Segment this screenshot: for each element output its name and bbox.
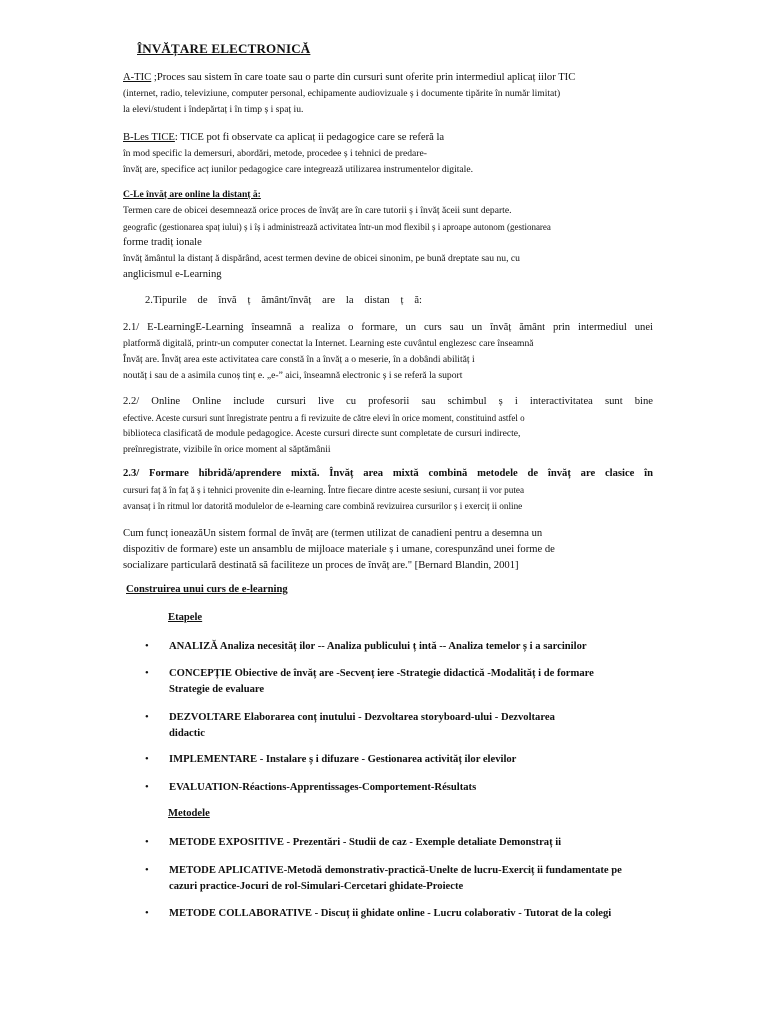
section-c-line: anglicismul e-Learning	[123, 269, 222, 280]
type-2-2-line: 2.2/ Online Online include cursuri live cu profesorii sau schimbul ș i interactivitatea sunt bine	[123, 396, 653, 407]
type-2-1-line: platformă digitală, printr-un computer conectat la Internet. Learning este cuvântul englezesc care înseamnă	[123, 338, 534, 349]
bullet-icon: •	[145, 865, 149, 876]
section-b	[123, 130, 653, 178]
section-b-line: învăț are, specifice acț iunilor pedagogice care integrează utilizarea instrumentelor digitale.	[123, 164, 473, 175]
bullet-icon: •	[145, 782, 149, 793]
type-2-2-line: biblioteca clasificată de module pedagogice. Aceste cursuri directe sunt completate de cursuri indirecte,	[123, 428, 521, 439]
type-2-1-line: noutăț i sau de a asimila cunoș tinț e. „e-” aici, înseamnă electronic ș i se referă la suport	[123, 370, 463, 381]
section-c-line: forme tradiț ionale	[123, 237, 202, 248]
bullet-icon: •	[145, 754, 149, 765]
bullet-icon: •	[145, 641, 149, 652]
bullet-icon: •	[145, 908, 149, 919]
section-b-line: în mod specific la demersuri, abordări, metode, procedee ș i tehnici de predare-	[123, 148, 427, 159]
section-b-line: : TICE pot fi observate ca aplicaț ii pedagogice care se referă la	[174, 132, 445, 143]
section-c-line: geografic (gestionarea spaț iului) ș i îș i administrează activitatea într-un mod flexibil ș i aproape autonom (gestionarea	[123, 222, 551, 232]
type-2-1-line: 2.1/ E-LearningE-Learning înseamnă a realiza o formare, un curs sau un învăț ământ prin intermediul unei	[123, 322, 653, 333]
methods-heading: Metodele	[168, 808, 210, 819]
section-c-label: C-Le învăț are online la distanț ă:	[123, 189, 261, 200]
stages-heading: Etapele	[168, 612, 203, 623]
section-a-line: ;Proces sau sistem în care toate sau o parte din cursuri sunt oferite prin intermediul aplicaț iilor TIC	[151, 72, 576, 83]
section-a	[123, 70, 653, 118]
page-title: ÎNVĂȚARE ELECTRONICĂ	[137, 41, 311, 56]
type-2-2-line: preînregistrate, vizibile în orice moment al săptămânii	[123, 444, 331, 455]
section-c-line: Termen care de obicei desemnează orice proces de învăț are în care tutorii ș i învăț ăceii sunt departe.	[123, 205, 512, 216]
section-a-label: A-TIC	[123, 72, 152, 83]
bullet-icon: •	[145, 668, 149, 679]
construction-heading: Construirea unui curs de e-learning	[126, 584, 288, 595]
bullet-icon: •	[145, 837, 149, 848]
section-c-line: învăț ământul la distanț ă dispărând, acest termen devine de obicei sinonim, pe bună dreptate sau nu, cu	[123, 253, 520, 264]
how-it-works-line: dispozitiv de formare) este un ansamblu de mijloace materiale ș i umane, corespunzând unei forme de	[123, 544, 555, 555]
how-it-works-line: socializare particulară destinată să faciliteze un proces de învăț are." [Bernard Blandin, 2001]	[123, 560, 519, 571]
section-b-label: B-Les TICE	[123, 132, 175, 143]
document-page: ÎNVĂȚARE ELECTRONICĂ A-TIC ;Proces sau sistem în care toate sau o parte din cursuri sunt oferite prin intermediul aplicaț iilor TIC (internet, radio, televiziune, computer personal, echipamente audiovizuale ș i documente tipărite în număr limitat) la elevi/student i îndepărtaț i în timp ș i spaț iu. B-Les TICE: TICE pot fi observate ca aplicaț ii pedagogice care se referă la în mod specific la demersuri, abordări, metode, procedee ș i tehnici de predare- învăț are, specifice acț iunilor pedagogice care integrează utilizarea instrumentelor digitale. C-Le învăț are online la distanț ă: Termen care de obicei desemnează orice proces de învăț are în care tutorii ș i învăț ăceii sunt departe. geografic (gestionarea spaț iului) ș i îș i administrează activitatea într-un mod flexibil ș i aproape autonom (gestionarea forme tradiț ionale învăț ământul la distanț ă dispărând, acest termen devine de obicei sinonim, pe bună dreptate sau nu, cu anglicismul e-Learning 2.Tipurile de învă ț ământ/învăț are la distan ț ă: 2.1/ E-LearningE-Learning înseamnă a realiza o formare, un curs sau un învăț ământ prin intermediul unei platformă digitală, printr-un computer conectat la Internet. Learning este cuvântul englezesc care înseamnă Învăț are. Învăț area este activitatea care constă în a învăț a o meserie, în a dobândi abilităț i noutăț i sau de a asimila cunoș tinț e. „e-” aici, înseamnă electronic ș i se referă la suport 2.2/ Online Online include cursuri live cu profesorii sau schimbul ș i interactivitatea sunt bine efective. Aceste cursuri sunt înregistrate pentru a fi revizuite de către elevi în orice moment, constituind astfel o biblioteca clasificată de module pedagogice. Aceste cursuri directe sunt completate de cursuri indirecte, preînregistrate, vizibile în orice moment al săptămânii 2.3/ Formare hibridă/aprendere mixtă. Învăț area mixtă combină metodele de învăț are clasice în cursuri faț ă în faț ă ș i tehnici provenite din e-learning. Între fiecare dintre aceste sesiuni, cursanț ii vor putea avansaț i în ritmul lor datorită modulelor de e-learning care combină revizuirea cursurilor ș i exerciț ii online Cum funcț ioneazăUn sistem formal de învăț are (termen utilizat de canadieni pentru a desemna un dispozitiv de formare) este un ansamblu de mijloace materiale ș i umane, corespunzând unei forme de socializare particulară destinată să faciliteze un proces de învăț are." [Bernard Blandin, 2001] Construirea unui curs de e-learning Etapele • ANALIZĂ Analiza necesităț ilor -- Analiza publicului ț intă -- Analiza temelor ș i a sarcinilor • CONCEPȚIE Obiective de învăț are -Secvenț iere -Strategie didactică -Modalităț i de formare Strategie de evaluare • DEZVOLTARE Elaborarea conț inutului - Dezvoltarea storyboard-ului - Dezvoltarea didactic • IMPLEMENTARE - Instalare ș i difuzare - Gestionarea activităț ilor elevilor • EVALUATION-Réactions-Apprentissages-Comportement-Résultats Metodele • METODE EXPOSITIVE - Prezentări - Studii de caz - Exemple detaliate Demonstraț ii • METODE APLICATIVE-Metodă demonstrativ-practică-Unelte de lucru-Exerciț ii fundamentate pe cazuri practice-Jocuri de rol-Simulari-Cercetari ghidate-Proiecte • METODE COLLABORATIVE - Discuț ii ghidate online - Lucru colaborativ - Tutorat de la colegi	[0, 0, 768, 1024]
types-heading: 2.Tipurile de învă ț ământ/învăț are la distan ț ă:	[145, 295, 422, 306]
how-it-works	[123, 526, 653, 574]
type-2-1-line: Învăț are. Învăț area este activitatea care constă în a învăț a o meserie, în a dobândi abilităț i	[123, 354, 475, 365]
section-c	[123, 187, 653, 283]
type-2-3-line: cursuri faț ă în faț ă ș i tehnici provenite din e-learning. Între fiecare dintre aceste sesiuni, cursanț ii vor putea	[123, 485, 525, 495]
type-2-3-line: 2.3/ Formare hibridă/aprendere mixtă. Învăț area mixtă combină metodele de învăț are clasice în	[123, 468, 653, 479]
type-2-2	[123, 394, 653, 458]
type-2-1	[123, 320, 653, 384]
section-a-line: (internet, radio, televiziune, computer personal, echipamente audiovizuale ș i documente tipărite în număr limitat)	[123, 88, 561, 99]
how-it-works-line: Cum funcț ioneazăUn sistem formal de învăț are (termen utilizat de canadieni pentru a desemna un	[123, 528, 543, 539]
bullet-icon: •	[145, 712, 149, 723]
type-2-3-line: avansaț i în ritmul lor datorită modulelor de e-learning care combină revizuirea cursurilor ș i exerciț ii online	[123, 501, 523, 511]
type-2-3	[123, 466, 653, 514]
section-a-line: la elevi/student i îndepărtaț i în timp ș i spaț iu.	[123, 104, 304, 115]
type-2-2-line: efective. Aceste cursuri sunt înregistrate pentru a fi revizuite de către elevi în orice moment, constituind astfel o	[123, 413, 525, 423]
